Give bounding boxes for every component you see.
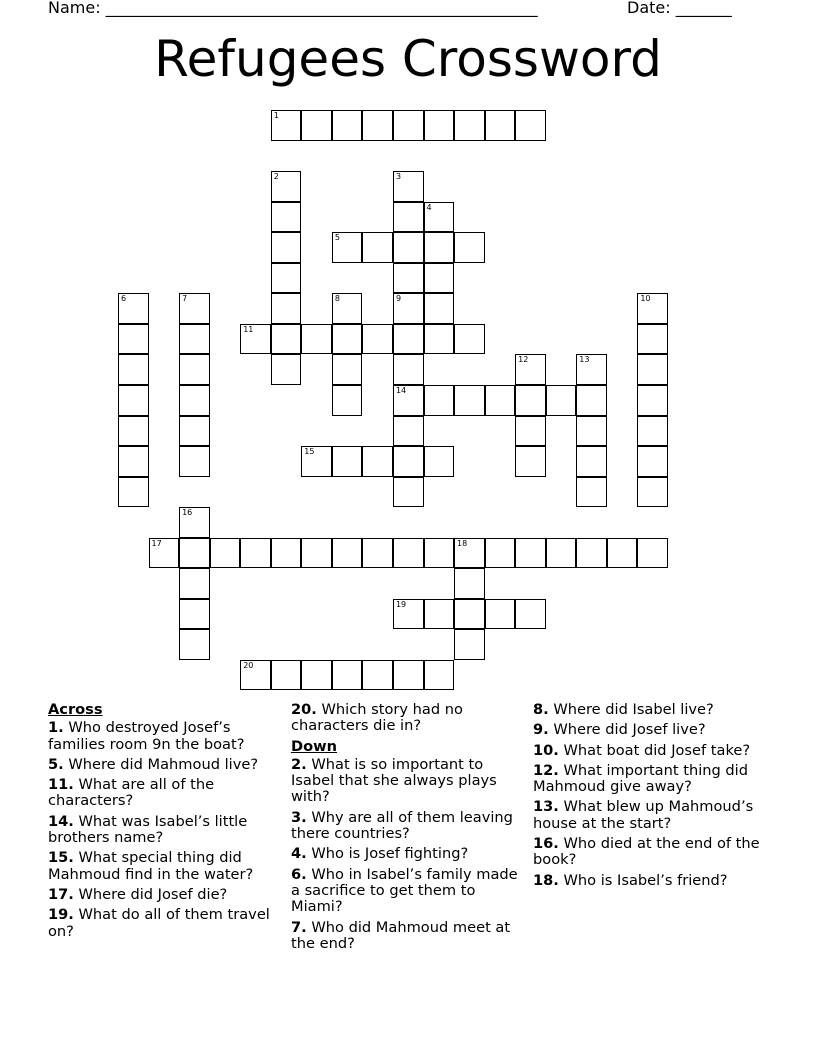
grid-cell[interactable] (485, 538, 516, 569)
clue-number: 20. (291, 701, 317, 718)
cell-number: 15 (304, 447, 315, 457)
clue-number: 5. (48, 755, 64, 773)
clue-item (533, 873, 769, 889)
clue-text: Who died at the end of the book? (533, 835, 760, 869)
grid-cell[interactable] (332, 385, 363, 416)
clue-text: Who is Isabel’s friend? (558, 871, 728, 889)
clue-text: Where did Josef live? (548, 721, 706, 739)
grid-cell[interactable] (393, 202, 424, 233)
clue-text: What is so important to Isabel that she always plays with? (291, 755, 497, 806)
grid-cell[interactable] (179, 568, 210, 599)
grid-cell[interactable] (271, 263, 302, 294)
grid-cell[interactable] (576, 416, 607, 447)
grid-cell[interactable] (424, 110, 455, 141)
clue-item (48, 720, 284, 753)
grid-cell[interactable] (332, 660, 363, 691)
grid-cell[interactable] (393, 385, 424, 416)
cell-number: 16 (182, 508, 193, 518)
grid-cell[interactable] (424, 660, 455, 691)
clue-item (48, 850, 284, 883)
clue-text: What do all of them travel on? (48, 906, 270, 940)
cell-number: 5 (334, 233, 340, 243)
grid-cell[interactable] (393, 324, 424, 355)
clues-column-2 (291, 702, 527, 956)
grid-cell[interactable] (454, 110, 485, 141)
grid-cell[interactable] (271, 171, 302, 202)
grid-cell[interactable] (118, 477, 149, 508)
grid-cell[interactable] (637, 324, 668, 355)
page-title: Refugees Crossword (154, 30, 662, 88)
grid-cell[interactable] (332, 324, 363, 355)
grid-cell[interactable] (271, 660, 302, 691)
grid-cell[interactable] (515, 354, 546, 385)
grid-cell[interactable] (179, 538, 210, 569)
clue-number: 3. (291, 808, 307, 826)
clue-item (48, 907, 284, 940)
grid-cell[interactable] (118, 293, 149, 324)
clue-number: 8. (533, 701, 549, 718)
grid-cell[interactable] (149, 538, 180, 569)
grid-cell[interactable] (637, 354, 668, 385)
clue-number: 10. (533, 741, 559, 759)
clue-number: 11. (48, 776, 74, 794)
grid-cell[interactable] (393, 354, 424, 385)
grid-cell[interactable] (454, 232, 485, 263)
grid-cell[interactable] (362, 446, 393, 477)
grid-cell[interactable] (179, 416, 210, 447)
grid-cell[interactable] (515, 599, 546, 630)
grid-cell[interactable] (454, 568, 485, 599)
clue-item (533, 743, 769, 759)
grid-cell[interactable] (332, 293, 363, 324)
grid-cell[interactable] (637, 385, 668, 416)
grid-cell[interactable] (210, 538, 241, 569)
clue-text: Why are all of them leaving there countries? (291, 808, 513, 843)
clue-text: What special thing did Mahmoud find in the water? (48, 849, 254, 883)
grid-cell[interactable] (301, 324, 332, 355)
grid-cell[interactable] (454, 629, 485, 660)
grid-cell[interactable] (362, 660, 393, 691)
clue-number: 14. (48, 812, 74, 830)
grid-cell[interactable] (271, 293, 302, 324)
cell-number: 7 (182, 294, 188, 304)
clue-text: What important thing did Mahmoud give away? (533, 761, 748, 796)
grid-cell[interactable] (271, 354, 302, 385)
clue-text: Who is Josef fighting? (306, 845, 469, 863)
grid-cell[interactable] (332, 110, 363, 141)
cell-number: 4 (426, 202, 432, 212)
clue-item (291, 810, 527, 843)
grid-cell[interactable] (515, 446, 546, 477)
clue-number: 18. (533, 871, 559, 889)
grid-cell[interactable] (576, 354, 607, 385)
grid-cell[interactable] (362, 232, 393, 263)
grid-cell[interactable] (424, 202, 455, 233)
clue-number: 19. (48, 906, 74, 924)
clue-text: Which story had no characters die in? (291, 701, 463, 735)
grid-cell[interactable] (607, 538, 638, 569)
clue-number: 7. (291, 918, 307, 936)
across-heading: Across (48, 701, 103, 718)
grid-cell[interactable] (515, 385, 546, 416)
cell-number: 6 (121, 294, 127, 304)
clues-column-3 (533, 702, 769, 893)
clue-item (533, 763, 769, 796)
grid-cell[interactable] (271, 110, 302, 141)
grid-cell[interactable] (179, 385, 210, 416)
grid-cell[interactable] (271, 202, 302, 233)
clue-text: Who destroyed Josef’s families room 9n the boat? (48, 719, 245, 753)
cell-number: 2 (273, 172, 279, 182)
grid-cell[interactable] (637, 416, 668, 447)
clue-item (48, 814, 284, 847)
grid-cell[interactable] (362, 538, 393, 569)
grid-cell[interactable] (240, 324, 271, 355)
grid-cell[interactable] (271, 324, 302, 355)
grid-cell[interactable] (271, 232, 302, 263)
grid-cell[interactable] (179, 629, 210, 660)
clue-item (48, 757, 284, 773)
grid-cell[interactable] (118, 385, 149, 416)
grid-cell[interactable] (576, 446, 607, 477)
clue-text: Where did Josef die? (73, 885, 228, 903)
grid-cell[interactable] (424, 324, 455, 355)
cell-number: 19 (395, 599, 407, 609)
grid-cell[interactable] (424, 263, 455, 294)
grid-cell[interactable] (485, 385, 516, 416)
grid-cell[interactable] (424, 232, 455, 263)
grid-cell[interactable] (546, 385, 577, 416)
cell-number: 13 (579, 355, 590, 365)
grid-cell[interactable] (393, 477, 424, 508)
grid-cell[interactable] (393, 263, 424, 294)
cell-number: 12 (518, 355, 529, 365)
cell-number: 1 (273, 111, 279, 120)
grid-cell[interactable] (393, 416, 424, 447)
grid-cell[interactable] (179, 446, 210, 477)
clue-number: 4. (291, 845, 307, 863)
clue-text: What are all of the characters? (48, 776, 215, 810)
grid-cell[interactable] (393, 232, 424, 263)
grid-cell[interactable] (424, 599, 455, 630)
cell-number: 18 (457, 538, 468, 548)
clue-item (291, 846, 527, 862)
clue-item (533, 722, 769, 738)
clue-number: 13. (533, 798, 559, 816)
grid-cell[interactable] (424, 385, 455, 416)
clue-number: 15. (48, 849, 74, 867)
grid-cell[interactable] (332, 446, 363, 477)
clue-item (533, 702, 769, 718)
grid-cell[interactable] (118, 324, 149, 355)
grid-cell[interactable] (393, 660, 424, 691)
grid-cell[interactable] (637, 477, 668, 508)
grid-cell[interactable] (576, 385, 607, 416)
grid-cell[interactable] (454, 599, 485, 630)
grid-cell[interactable] (179, 324, 210, 355)
grid-cell[interactable] (301, 538, 332, 569)
date-field[interactable]: Date: _______ (627, 0, 732, 17)
grid-cell[interactable] (424, 293, 455, 324)
grid-cell[interactable] (637, 538, 668, 569)
clue-item (533, 836, 769, 869)
clue-item (48, 777, 284, 810)
grid-cell[interactable] (424, 538, 455, 569)
clue-text: Who in Isabel’s family made a sacrifice to get them to Miami? (291, 865, 518, 916)
grid-cell[interactable] (118, 354, 149, 385)
clue-number: 2. (291, 755, 307, 773)
grid-cell[interactable] (393, 171, 424, 202)
grid-cell[interactable] (179, 599, 210, 630)
cell-number: 17 (151, 538, 162, 548)
grid-cell[interactable] (637, 293, 668, 324)
cell-number: 14 (395, 385, 407, 395)
clue-number: 17. (48, 885, 74, 903)
grid-cell[interactable] (240, 538, 271, 569)
down-heading: Down (291, 737, 338, 755)
clue-text: Where did Mahmoud live? (63, 755, 259, 773)
grid-cell[interactable] (179, 293, 210, 324)
clue-number: 6. (291, 865, 307, 883)
grid-cell[interactable] (332, 232, 363, 263)
grid-cell[interactable] (546, 538, 577, 569)
grid-cell[interactable] (393, 110, 424, 141)
grid-cell[interactable] (179, 507, 210, 538)
clue-number: 1. (48, 719, 64, 737)
clue-text: What blew up Mahmoud’s house at the start? (533, 798, 754, 832)
grid-cell[interactable] (393, 538, 424, 569)
grid-cell[interactable] (424, 446, 455, 477)
grid-cell[interactable] (637, 446, 668, 477)
clue-text: Who did Mahmoud meet at the end? (291, 918, 511, 952)
grid-cell[interactable] (485, 599, 516, 630)
cell-number: 10 (640, 294, 651, 304)
grid-cell[interactable] (515, 538, 546, 569)
clue-text: Where did Isabel live? (548, 701, 714, 718)
grid-cell[interactable] (454, 538, 485, 569)
grid-cell[interactable] (515, 110, 546, 141)
clue-item (291, 920, 527, 953)
grid-cell[interactable] (271, 538, 302, 569)
clue-text: What was Isabel’s little brothers name? (48, 812, 248, 847)
grid-cell[interactable] (393, 293, 424, 324)
grid-cell[interactable] (576, 538, 607, 569)
cell-number: 20 (243, 660, 254, 670)
clue-item (533, 799, 769, 832)
cell-number: 11 (243, 324, 254, 334)
grid-cell[interactable] (393, 446, 424, 477)
clue-number: 12. (533, 761, 559, 779)
clues-column-1 (48, 702, 284, 944)
grid-cell[interactable] (454, 324, 485, 355)
grid-cell[interactable] (576, 477, 607, 508)
grid-cell[interactable] (240, 660, 271, 691)
grid-cell[interactable] (179, 354, 210, 385)
clue-item (48, 887, 284, 903)
cell-number: 3 (395, 172, 402, 182)
grid-cell[interactable] (393, 599, 424, 630)
clue-item (291, 702, 527, 735)
cell-number: 9 (395, 294, 402, 304)
clue-number: 9. (533, 721, 549, 739)
grid-cell[interactable] (362, 110, 393, 141)
grid-cell[interactable] (301, 660, 332, 691)
grid-cell[interactable] (332, 538, 363, 569)
clue-item (291, 867, 527, 916)
grid-cell[interactable] (515, 416, 546, 447)
cell-number: 8 (334, 294, 340, 304)
grid-cell[interactable] (301, 446, 332, 477)
clue-text: What boat did Josef take? (558, 741, 751, 759)
grid-cell[interactable] (332, 354, 363, 385)
grid-cell[interactable] (362, 324, 393, 355)
clue-number: 16. (533, 835, 559, 853)
grid-cell[interactable] (485, 110, 516, 141)
grid-cell[interactable] (454, 385, 485, 416)
name-field[interactable]: Name: ______________________________________________________ (48, 0, 538, 17)
grid-cell[interactable] (118, 446, 149, 477)
clue-item (291, 757, 527, 806)
grid-cell[interactable] (301, 110, 332, 141)
grid-cell[interactable] (118, 416, 149, 447)
